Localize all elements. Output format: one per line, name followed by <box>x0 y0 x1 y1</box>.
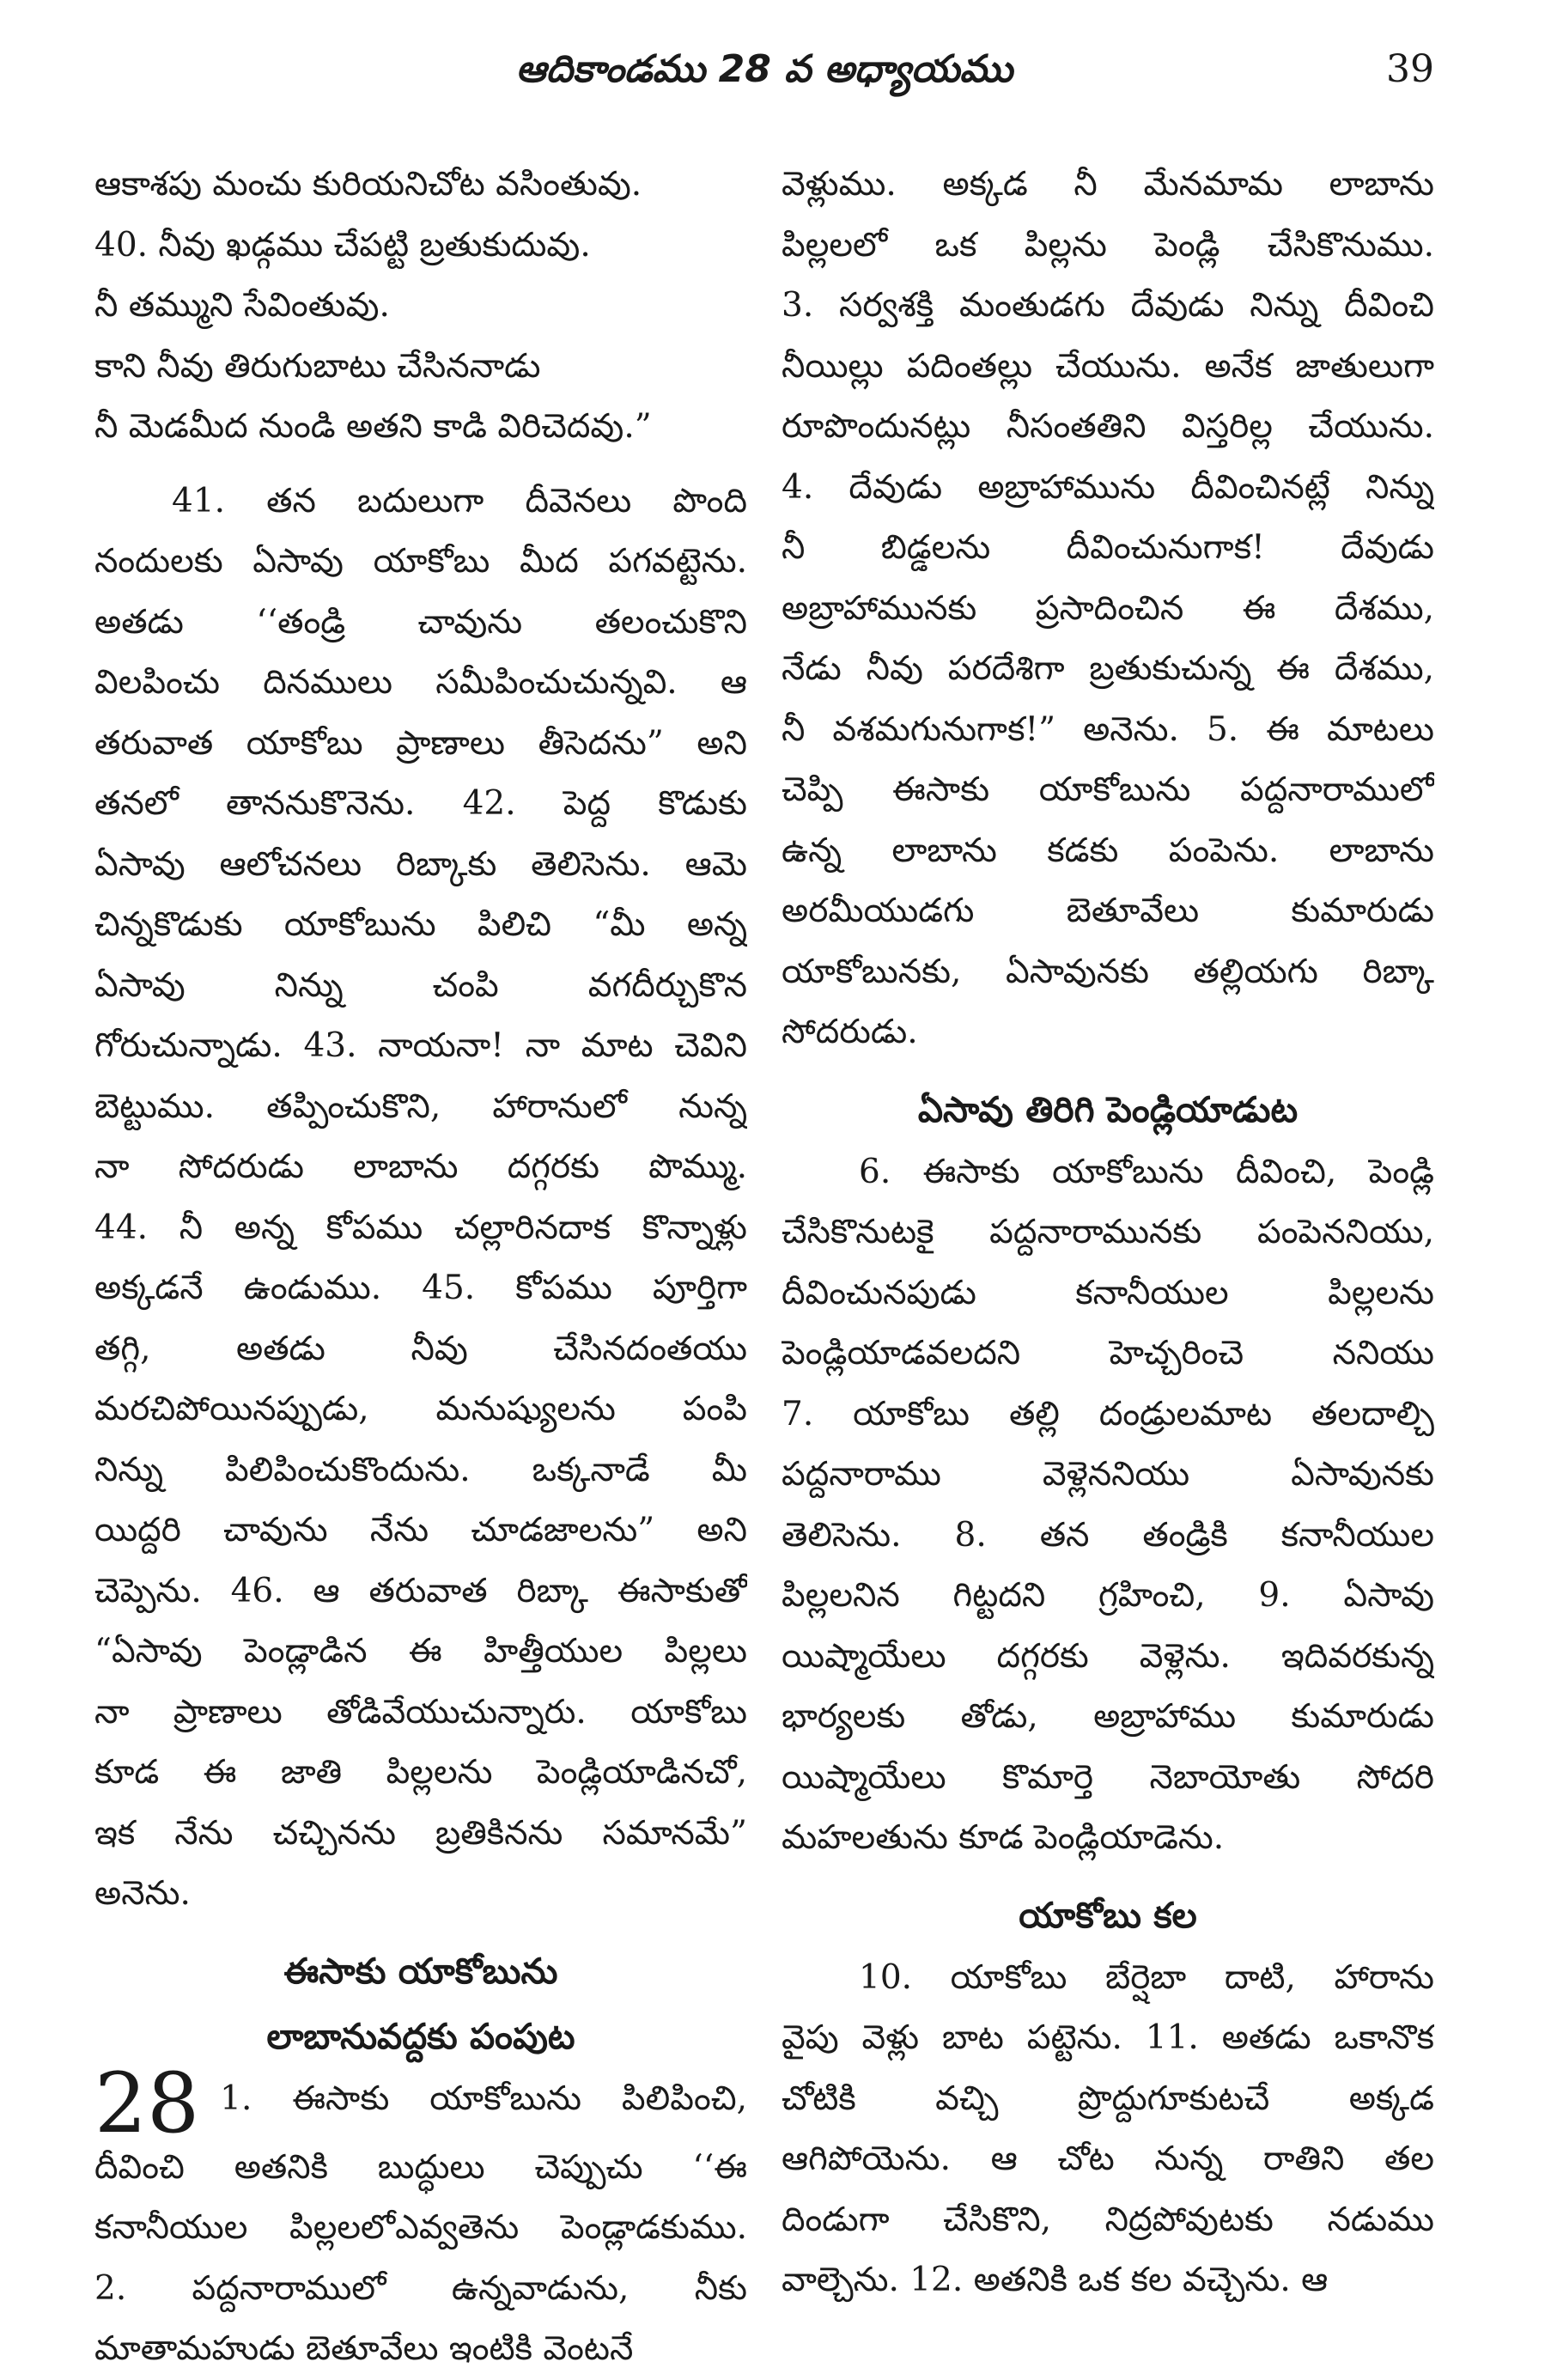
text-line: వెళ్లుము. అక్కడ నీ మేనమామ లాబాను <box>782 165 1434 204</box>
text-line: చెప్పెను. 46. ఆ తరువాత రిబ్కా ఈసాకుతో <box>94 1571 747 1610</box>
text-line: ఇక నేను చచ్చినను బ్రతికినను సమానమే” <box>94 1813 747 1853</box>
text-line: మహలతును కూడ పెండ్లియాడెను. <box>782 1818 1225 1857</box>
page-number: 39 <box>1386 47 1434 91</box>
text-line: యిద్దరి చావును నేను చూడజాలను” అని <box>94 1511 747 1549</box>
right-column <box>782 155 1434 2311</box>
text-line: నందులకు ఏసావు యాకోబు మీద పగవట్టెను. <box>94 542 747 581</box>
text-line: దీవించునపుడు కనానీయుల పిల్లలను <box>782 1273 1434 1312</box>
text-line: చేసికొనుటకై పద్దనారామునకు పంపెననియు, <box>782 1213 1434 1251</box>
text-line: 44. నీ అన్న కోపము చల్లారినదాక కొన్నాళ్లు <box>94 1208 747 1247</box>
text-line: వైపు వెళ్లు బాట పట్టెను. 11. అతడు ఒకానొక <box>782 2018 1434 2057</box>
left-column <box>94 155 747 2380</box>
text-line: యాకోబునకు, ఏసావునకు తల్లియగు రిబ్కా <box>782 952 1434 991</box>
text-line: యిష్మాయేలు కొమార్తె నెబాయోతు సోదరి <box>782 1757 1434 1797</box>
text-line: గోరుచున్నాడు. 43. నాయనా! నా మాట చెవిని <box>94 1026 747 1065</box>
text-line: చిన్నకొడుకు యాకోబును పిలిచి “మీ అన్న <box>94 905 747 944</box>
text-line: అనెను. <box>94 1874 191 1913</box>
text-line: తగ్గి, అతడు నీవు చేసినదంతయు <box>94 1329 747 1368</box>
verse-text: 1. ఈసాకు యాకోబును పిలిపించి, <box>220 2079 747 2118</box>
text-line: నీ మెడమీద నుండి అతని కాడి విరిచెదవు.” <box>94 407 652 446</box>
section-heading: ఈసాకు యాకోబును <box>283 1950 558 1992</box>
section-heading: ఏసావు తిరిగి పెండ్లియాడుట <box>917 1088 1299 1130</box>
text-line: తెలిసెను. 8. తన తండ్రికి కనానీయుల <box>782 1515 1434 1555</box>
text-line: ఉన్న లాబాను కడకు పంపెను. లాబాను <box>782 831 1434 870</box>
page-header <box>94 47 1434 99</box>
text-line: ఏసావు నిన్ను చంపి వగదీర్చుకొన <box>94 965 747 1005</box>
text-line: మాతామహుడు బెతూవేలు ఇంటికి వెంటనే <box>94 2329 634 2368</box>
text-line: నా ప్రాణాలు తోడివేయుచున్నారు. యాకోబు <box>94 1692 747 1732</box>
text-line: తనలో తాననుకొనెను. 42. పెద్ద కొడుకు <box>94 784 747 823</box>
text-line: 41. తన బదులుగా దీవెనలు పొంది <box>172 481 747 520</box>
text-line: రూపొందునట్లు నీసంతతిని విస్తరిల్ల చేయును. <box>782 407 1434 446</box>
text-line: చెప్పి ఈసాకు యాకోబును పద్దనారాములో <box>782 770 1434 809</box>
text-line: నీ వశమగునుగాక!” అనెను. 5. ఈ మాటలు <box>782 709 1434 749</box>
text-line: పద్దనారాము వెళ్లెననియు ఏసావునకు <box>782 1455 1434 1494</box>
text-line: 4. దేవుడు అబ్రాహామును దీవించినట్లే నిన్ను <box>782 467 1434 507</box>
text-line: నేడు నీవు పరదేశిగా బ్రతుకుచున్న ఈ దేశము, <box>782 649 1434 688</box>
text-line: దిండుగా చేసికొని, నిద్రపోవుటకు నడుము <box>782 2200 1434 2239</box>
text-line: భార్యలకు తోడు, అబ్రాహాము కుమారుడు <box>782 1697 1434 1736</box>
text-line: ఆగిపోయెను. ఆ చోట నున్న రాతిని తల <box>782 2140 1434 2178</box>
text-line: 40. నీవు ఖడ్గము చేపట్టి బ్రతుకుదువు. <box>94 225 591 265</box>
text-line: 7. యాకోబు తల్లి దండ్రులమాట తలదాల్చి <box>782 1394 1434 1433</box>
text-line: ఏసావు ఆలోచనలు రిబ్కాకు తెలిసెను. ఆమె <box>94 844 747 884</box>
text-line: నిన్ను పిలిపించుకొందును. ఒక్కనాడే మీ <box>94 1450 747 1489</box>
text-line: ఆకాశపు మంచు కురియనిచోట వసింతువు. <box>94 165 642 204</box>
text-line: చోటికి వచ్చి ప్రొద్దుగూకుటచే అక్కడ <box>782 2079 1434 2118</box>
text-line: దీవించి అతనికి బుద్ధులు చెప్పుచు ‘‘ఈ <box>94 2147 747 2187</box>
chapter-number: 28 <box>94 2068 200 2138</box>
text-line: పిల్లలనిన గిట్టదని గ్రహించి, 9. ఏసావు <box>782 1576 1434 1615</box>
text-line: బెట్టుము. తప్పించుకొని, హారానులో నున్న <box>94 1087 747 1126</box>
paragraph-block <box>94 472 747 1925</box>
text-line: 10. యాకోబు బేర్షెబా దాటి, హారాను <box>859 1957 1434 1997</box>
chapter-opening <box>94 2069 747 2138</box>
text-line: వాల్చెను. 12. అతనికి ఒక కల వచ్చెను. ఆ <box>782 2261 1329 2299</box>
text-line: 6. ఈసాకు యాకోబును దీవించి, పెండ్లి <box>859 1152 1434 1191</box>
text-line: పెండ్లియాడవలదని హెచ్చరించె ననియు <box>782 1334 1434 1373</box>
text-line: అక్కడనే ఉండుము. 45. కోపము పూర్తిగా <box>94 1269 747 1307</box>
text-line: పిల్లలలో ఒక పిల్లను పెండ్లి చేసికొనుము. <box>782 225 1434 265</box>
paragraph-block <box>94 2138 747 2380</box>
text-line: విలపించు దినములు సమీపించుచున్నవి. ఆ <box>94 663 747 702</box>
text-line: సోదరుడు. <box>782 1013 918 1051</box>
text-line: కూడ ఈ జాతి పిల్లలను పెండ్లియాడినచో, <box>94 1753 747 1792</box>
text-line: తరువాత యాకోబు ప్రాణాలు తీసెదను” అని <box>94 723 747 763</box>
section-heading: లాబానువద్దకు పంపుట <box>266 2015 575 2057</box>
text-line: 3. సర్వశక్తి మంతుడగు దేవుడు నిన్ను దీవించి <box>782 286 1434 325</box>
text-line: యిష్మాయేలు దగ్గరకు వెళ్లెను. ఇదివరకున్న <box>782 1636 1434 1676</box>
text-line: అతడు ‘‘తండ్రి చావును తలంచుకొని <box>94 602 747 642</box>
text-line: నీ తమ్ముని సేవింతువు. <box>94 286 390 325</box>
text-line: నీయిల్లు పదింతల్లు చేయును. అనేక జాతులుగా <box>782 346 1434 386</box>
text-line: నీ బిడ్డలను దీవించునుగాక! దేవుడు <box>782 528 1434 567</box>
paragraph-block <box>782 1142 1434 1869</box>
paragraph-block <box>782 1948 1434 2311</box>
text-line: “ఏసావు పెండ్లాడిన ఈ హిత్తీయుల పిల్లలు <box>94 1632 747 1671</box>
paragraph-block <box>782 155 1434 1063</box>
poem-block <box>94 155 747 458</box>
text-line: అబ్రాహామునకు ప్రసాదించిన ఈ దేశము, <box>782 588 1434 628</box>
text-line: కాని నీవు తిరుగుబాటు చేసిననాడు <box>94 346 541 386</box>
section-heading: యాకోబు కల <box>1019 1894 1197 1936</box>
running-title: ఆదికాండము 28 వ అధ్యాయము <box>515 47 1013 91</box>
text-line: నా సోదరుడు లాబాను దగ్గరకు పొమ్ము. <box>94 1147 747 1186</box>
text-line: అరమీయుడగు బెతూవేలు కుమారుడు <box>782 892 1434 930</box>
text-line: కనానీయుల పిల్లలలోఎవ్వతెను పెండ్లాడకుము. <box>94 2208 747 2247</box>
text-line: 2. పద్దనారాములో ఉన్నవాడును, నీకు <box>94 2268 747 2308</box>
text-line: మరచిపోయినప్పుడు, మనుష్యులను పంపి <box>94 1390 747 1428</box>
